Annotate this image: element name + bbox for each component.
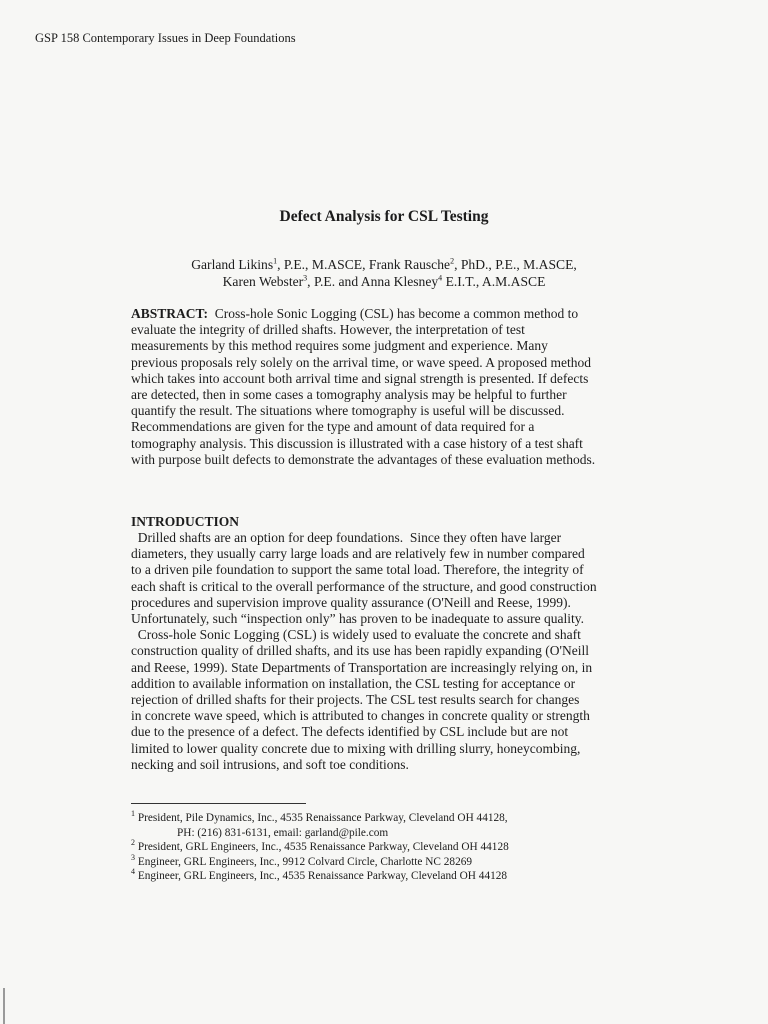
author-text: E.I.T., A.M.ASCE	[442, 274, 546, 289]
author-line-1	[0, 256, 768, 273]
scan-edge-mark	[3, 988, 5, 1024]
affiliation-marker: 3	[303, 273, 308, 283]
author-text: , PhD., P.E., M.ASCE,	[454, 257, 577, 272]
running-header: GSP 158 Contemporary Issues in Deep Foundations	[35, 31, 296, 45]
footnote-number: 1	[131, 809, 135, 819]
abstract-line: ABSTRACT: Cross-hole Sonic Logging (CSL) has become a common method to	[131, 306, 579, 321]
body-line: in concrete wave speed, which is attributed to changes in concrete quality or strength	[131, 708, 590, 724]
footnote-number: 4	[131, 867, 135, 877]
abstract-line: which takes into account both arrival time and signal strength is presented. If defects	[131, 370, 589, 386]
body-line: Unfortunately, such “inspection only” has proven to be inadequate to assure quality.	[131, 611, 584, 627]
introduction-body	[131, 530, 651, 773]
footnote-continuation: PH: (216) 831-6131, email: garland@pile.com	[177, 826, 389, 839]
body-line: and Reese, 1999). State Departments of Transportation are increasingly relying on, in	[131, 659, 593, 675]
abstract-line: previous proposals rely solely on the arrival time, or wave speed. A proposed method	[131, 354, 592, 370]
abstract-line: are detected, then in some cases a tomography analysis may be helpful to further	[131, 387, 567, 403]
body-line: due to the presence of a defect. The defects identified by CSL include but are not	[131, 724, 569, 740]
abstract-line: quantify the result. The situations where tomography is useful will be discussed.	[131, 403, 565, 419]
body-line: rejection of drilled shafts for their projects. The CSL test results search for changes	[131, 692, 580, 708]
body-line: necking and soil intrusions, and soft toe conditions.	[131, 756, 409, 772]
footnote-number: 2	[131, 838, 135, 848]
body-line: Drilled shafts are an option for deep foundations. Since they often have larger	[131, 530, 562, 545]
abstract-line: evaluate the integrity of drilled shafts. However, the interpretation of test	[131, 322, 525, 338]
author-line-2	[0, 273, 768, 290]
footnotes	[131, 811, 509, 884]
abstract-label: ABSTRACT:	[131, 306, 209, 321]
footnote: $^4$ Engineer, GRL Engineers, Inc., 4535 Renaissance Parkway, Cleveland OH 44128	[131, 867, 508, 883]
footnote-number: 3	[131, 853, 135, 863]
author-text: , P.E. and Anna Klesney	[307, 274, 439, 289]
section-heading-introduction: INTRODUCTION	[131, 514, 240, 529]
footnote: $^2$ President, GRL Engineers, Inc., 4535 Renaissance Parkway, Cleveland OH 44128	[131, 838, 509, 854]
abstract	[131, 306, 651, 468]
body-line: diameters, they usually carry large loads and are relatively few in number compared	[131, 546, 585, 562]
author-text: Karen Webster	[222, 274, 304, 289]
footnote-separator	[131, 803, 306, 804]
abstract-line: tomography analysis. This discussion is illustrated with a case history of a test shaft	[131, 435, 583, 451]
affiliation-marker: 1	[273, 256, 278, 266]
author-list	[0, 256, 768, 290]
affiliation-marker: 2	[450, 256, 455, 266]
body-line: each shaft is critical to the overall performance of the structure, and good construction	[131, 578, 597, 594]
body-line: to a driven pile foundation to support the same total load. Therefore, the integrity of	[131, 562, 584, 578]
body-line: Cross-hole Sonic Logging (CSL) is widely used to evaluate the concrete and shaft	[131, 627, 581, 643]
footnote: $^3$ Engineer, GRL Engineers, Inc., 9912 Colvard Circle, Charlotte NC 28269	[131, 853, 473, 868]
paper-title: Defect Analysis for CSL Testing	[279, 208, 489, 225]
body-line: addition to available information on installation, the CSL testing for acceptance or	[131, 675, 576, 691]
author-text: Garland Likins	[191, 257, 274, 272]
abstract-line: measurements by this method requires some judgment and experience. Many	[131, 338, 548, 354]
body-line: limited to lower quality concrete due to mixing with drilling slurry, honeycombing,	[131, 740, 581, 756]
body-line: procedures and supervision improve quality assurance (O'Neill and Reese, 1999).	[131, 594, 571, 610]
footnote: $^1$ President, Pile Dynamics, Inc., 4535 Renaissance Parkway, Cleveland OH 44128,	[131, 809, 508, 824]
abstract-line: Recommendations are given for the type and amount of data required for a	[131, 419, 535, 435]
abstract-line: with purpose built defects to demonstrate the advantages of these evaluation methods.	[131, 451, 596, 467]
affiliation-marker: 4	[438, 273, 443, 283]
body-line: construction quality of drilled shafts, and its use has been rapidly expanding (O'Neill	[131, 643, 589, 659]
author-text: , P.E., M.ASCE, Frank Rausche	[277, 257, 451, 272]
